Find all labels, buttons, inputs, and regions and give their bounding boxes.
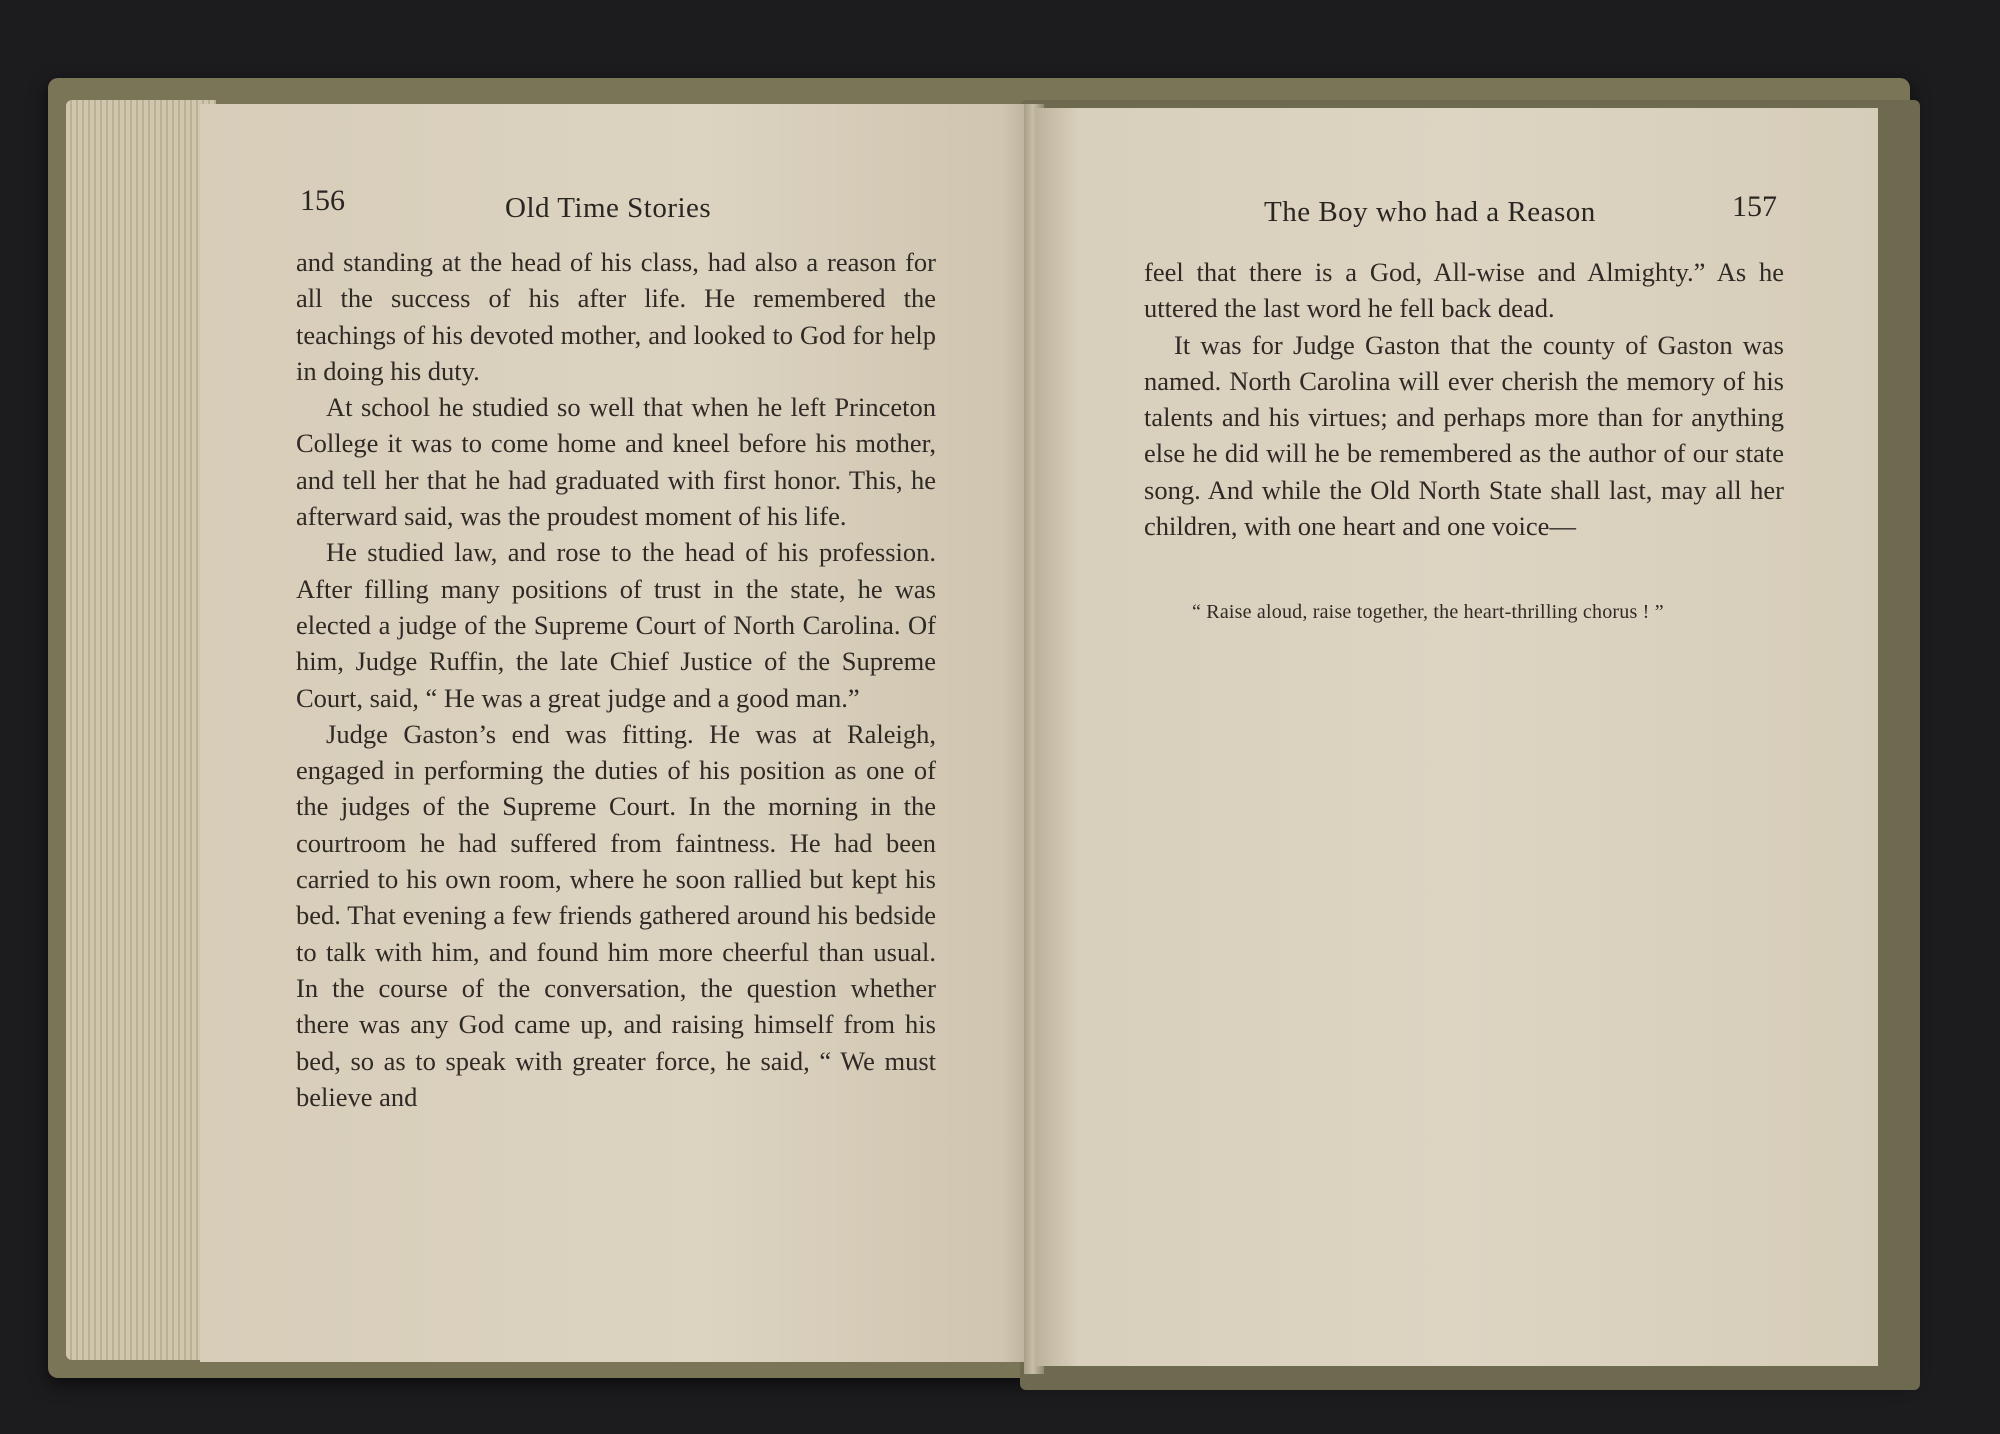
left-paragraph-1: and standing at the head of his class, had also a reason for all the success of his after life. He remembered the teachings of his devoted mother, and looked to God for help in doing his duty. <box>296 247 936 386</box>
page-edges <box>66 100 216 1360</box>
left-paragraph-3: He studied law, and rose to the head of his profession. After filling many positions of trust in the state, he was elected a judge of the Supreme Court of North Carolina. Of him, Judge Ruffin, the late Chief Justice of the Supreme Court, said, “ He was a great judge and a good man.” <box>296 537 936 713</box>
left-running-head: Old Time Stories <box>505 192 712 224</box>
left-paragraph-2: At school he studied so well that when he left Princeton College it was to come home and kneel before his mother, and tell her that he had graduated with first honor. This, he afterward said, was the proudest moment of his life. <box>296 392 936 532</box>
state-song-quote: “ Raise aloud, raise together, the heart-thrilling chorus ! ” <box>1192 601 1664 623</box>
right-running-head: The Boy who had a Reason <box>1264 196 1596 228</box>
right-page-number: 157 <box>1732 190 1777 223</box>
left-paragraph-4: Judge Gaston’s end was fitting. He was at Raleigh, engaged in performing the duties of his position as one of the judges of the Supreme Court. In the morning in the courtroom he had suffered from faintness. He had been carried to his own room, where he soon rallied but kept his bed. That evening a few friends gathered around his bedside to talk with him, and found him more cheerful than usual. In the course of the conversation, the question whether there was any God came up, and raising himself from his bed, so as to speak with greater force, he said, “ We must believe and <box>296 718 936 1112</box>
right-paragraph-1: feel that there is a God, All-wise and Almighty.” As he uttered the last word he fell back dead. <box>1144 257 1784 324</box>
right-page <box>1036 108 1878 1366</box>
right-page-text <box>1144 254 1784 544</box>
left-page-number: 156 <box>300 184 345 217</box>
left-page-text <box>296 244 936 1115</box>
right-paragraph-2: It was for Judge Gaston that the county of Gaston was named. North Carolina will ever cherish the memory of his talents and his virtues; and perhaps more than for anything else he did will he be remembered as the author of our state song. And while the Old North State shall last, may all her children, with one heart and one voice— <box>1144 329 1784 542</box>
left-page <box>200 104 1036 1362</box>
